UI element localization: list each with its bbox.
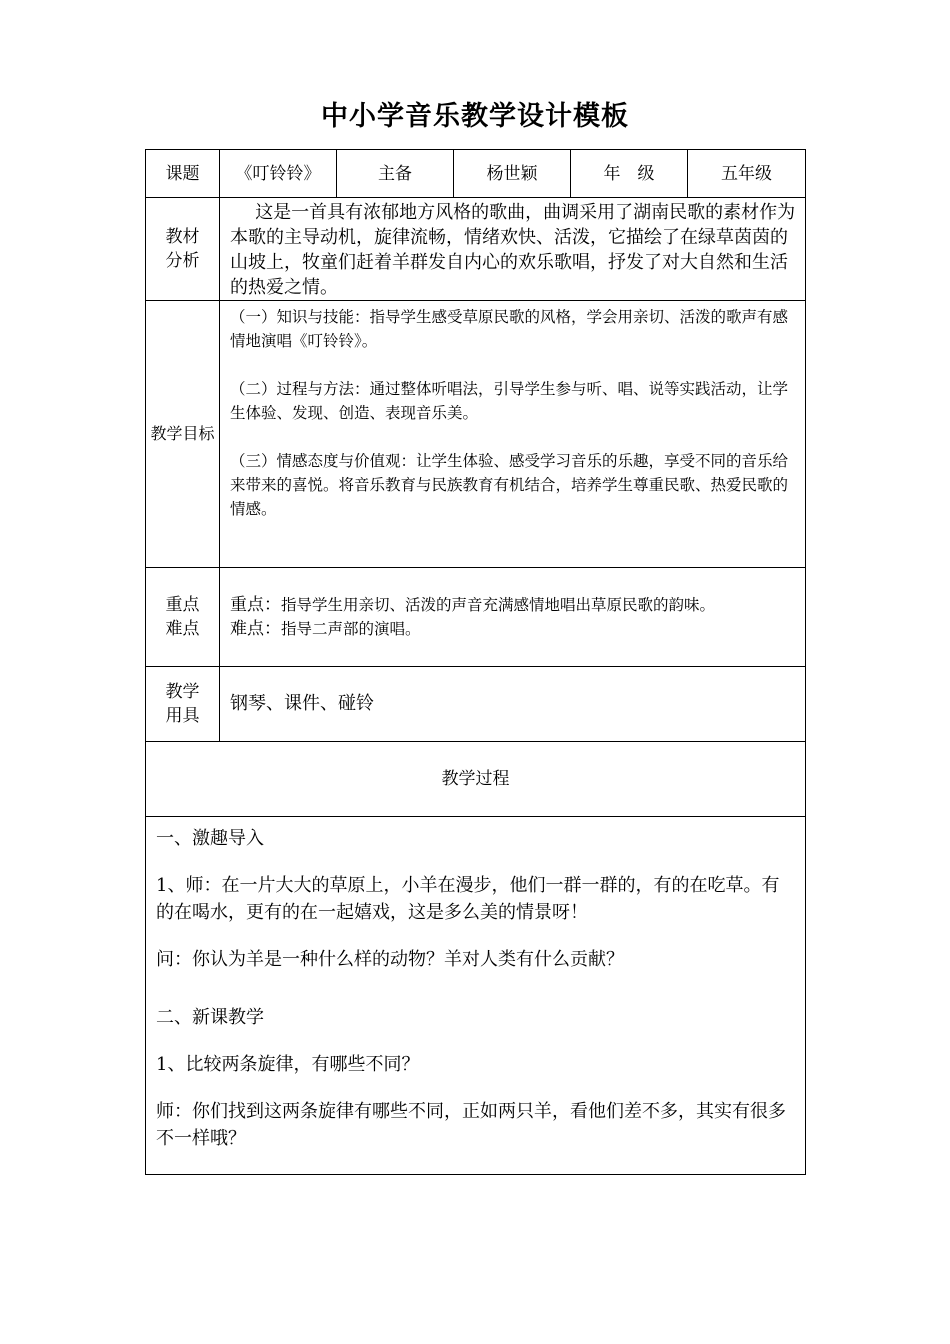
process-row xyxy=(146,817,806,1175)
keypoints-content xyxy=(220,568,806,667)
tools-row xyxy=(146,667,806,742)
process-line: 1、比较两条旋律，有哪些不同？ xyxy=(156,1054,420,1075)
goals-content xyxy=(220,301,806,568)
analysis-label: 教材分析 xyxy=(146,198,220,301)
keypoints-row xyxy=(146,568,806,667)
topic-value: 《叮铃铃》 xyxy=(220,150,337,198)
analysis-row xyxy=(146,198,806,301)
grade-label: 年 级 xyxy=(571,150,688,198)
goals-row xyxy=(146,301,806,568)
goals-label: 教学目标 xyxy=(146,301,220,568)
process-section-intro: 一、激趣导入 xyxy=(156,828,264,849)
goal-process: （二）过程与方法：通过整体听唱法，引导学生参与听、唱、说等实践活动，让学生体验、发现、创造、表现音乐美。 xyxy=(230,380,789,422)
tools-text: 钢琴、课件、碰铃 xyxy=(220,667,806,742)
process-line: 问：你认为羊是一种什么样的动物？羊对人类有什么贡献？ xyxy=(156,949,624,970)
process-line: 师：你们找到这两条旋律有哪些不同，正如两只羊，看他们差不多，其实有很多不一样哦？ xyxy=(156,1101,786,1149)
keypoints-label: 重点难点 xyxy=(146,568,220,667)
lesson-plan-table xyxy=(145,149,806,1175)
header-row xyxy=(146,150,806,198)
goal-emotion: （三）情感态度与价值观：让学生体验、感受学习音乐的乐趣，享受不同的音乐给来带来的喜悦。将音乐教育与民族教育有机结合，培养学生尊重民歌、热爱民歌的情感。 xyxy=(230,452,789,518)
preparer-value: 杨世颖 xyxy=(454,150,571,198)
tools-label: 教学用具 xyxy=(146,667,220,742)
difficulty-point: 难点：指导二声部的演唱。 xyxy=(230,619,421,639)
process-section-new: 二、新课教学 xyxy=(156,1007,264,1028)
page-title: 中小学音乐教学设计模板 xyxy=(321,101,629,132)
key-point: 重点：指导学生用亲切、活泼的声音充满感情地唱出草原民歌的韵味。 xyxy=(230,595,716,615)
grade-value: 五年级 xyxy=(688,150,806,198)
goal-knowledge: （一）知识与技能：指导学生感受草原民歌的风格，学会用亲切、活泼的歌声有感情地演唱《叮铃铃》。 xyxy=(230,308,789,350)
process-title: 教学过程 xyxy=(146,742,806,817)
preparer-label: 主备 xyxy=(337,150,454,198)
process-line: 1、师：在一片大大的草原上，小羊在漫步，他们一群一群的，有的在吃草。有的在喝水，更有的在一起嬉戏，这是多么美的情景呀！ xyxy=(156,875,780,923)
process-content xyxy=(146,817,806,1175)
topic-label: 课题 xyxy=(146,150,220,198)
process-title-row xyxy=(146,742,806,817)
analysis-text: 这是一首具有浓郁地方风格的歌曲，曲调采用了湖南民歌的素材作为本歌的主导动机，旋律流畅，情绪欢快、活泼，它描绘了在绿草茵茵的山坡上，牧童们赶着羊群发自内心的欢乐歌唱，抒发了对大自然和生活的热爱之情。 xyxy=(220,198,806,301)
